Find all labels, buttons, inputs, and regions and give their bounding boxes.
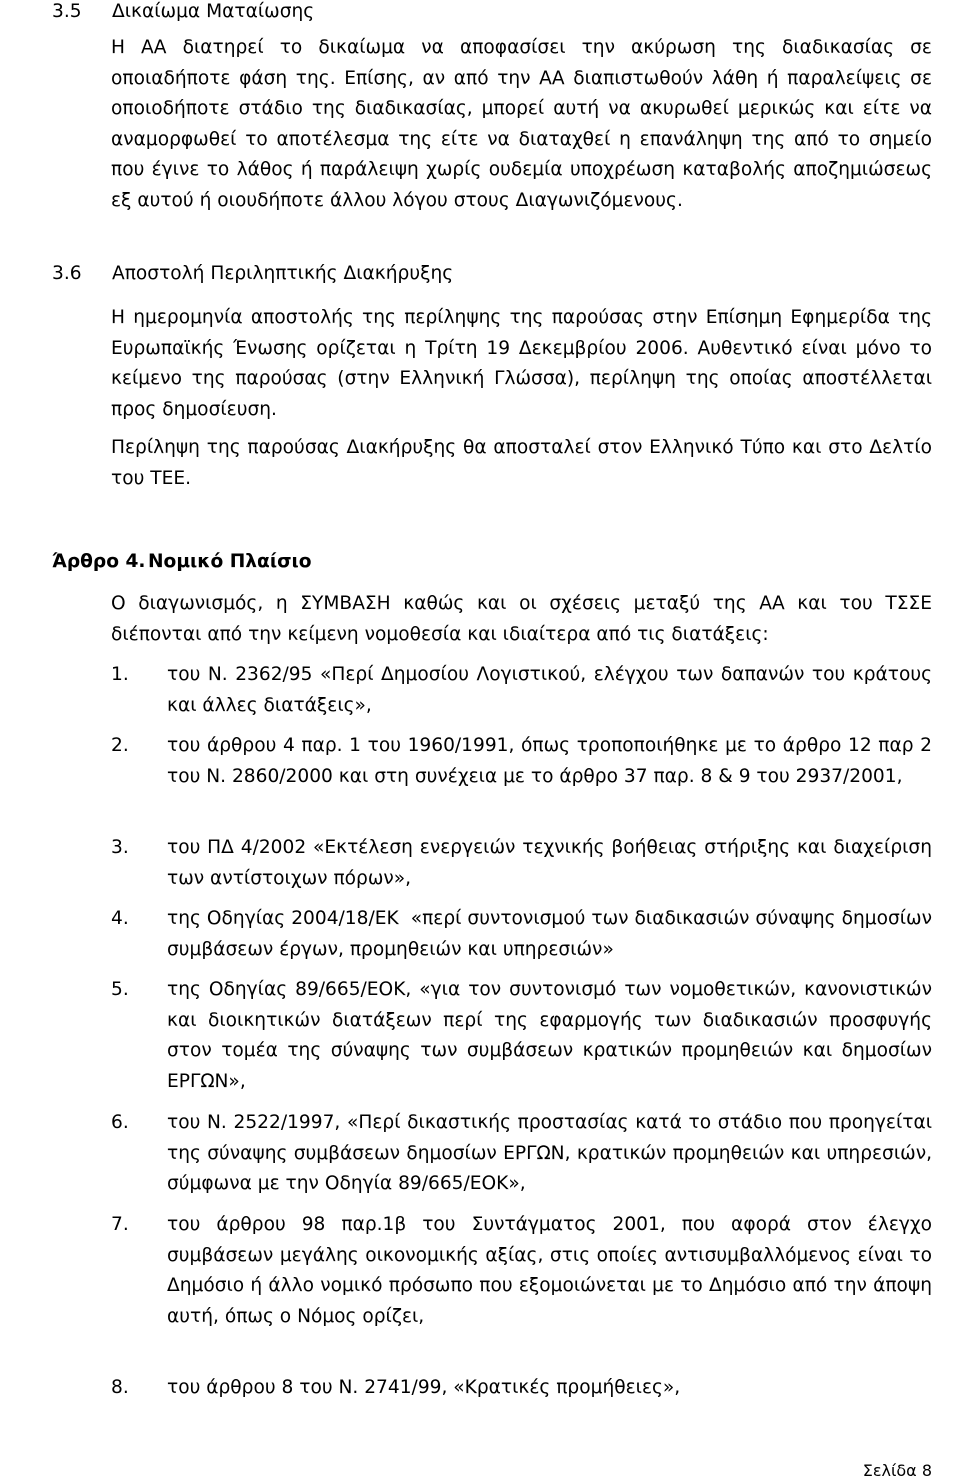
list-item: [111, 833, 932, 894]
list-item-number: 7.: [111, 1214, 129, 1235]
list-item-number: 8.: [111, 1377, 129, 1398]
list-item: [111, 1373, 932, 1404]
article-label: Άρθρο 4.: [52, 551, 146, 572]
list-item: [111, 904, 938, 965]
list-item: [111, 660, 932, 721]
list-item: [111, 731, 932, 792]
section-title: Αποστολή Περιληπτικής Διακήρυξης: [112, 263, 454, 284]
page-number: Σελίδα 8: [862, 1461, 932, 1480]
list-item-number: 4.: [111, 908, 129, 929]
list-item-text: του άρθρου 98 παρ.1β του Συντάγματος 2001, που αφορά στον έλεγχο συμβάσεων μεγάλης οικονομικής αξίας, στις οποίες αντισυμβαλλόμενος είναι το Δημόσιο ή άλλο νομικό πρόσωπο που εξομοιώνεται με το Δημόσιο από την άποψη αυτή, όπως ο Νόμος ορίζει,: [167, 1214, 932, 1327]
section-3-6-paragraph-2: Περίληψη της παρούσας Διακήρυξης θα αποσταλεί στον Ελληνικό Τύπο και στο Δελτίο του ΤΕΕ.: [111, 437, 932, 489]
section-number: 3.5: [52, 1, 82, 22]
section-3-6-paragraph-1: Η ημερομηνία αποστολής της περίληψης της παρούσας στην Επίσημη Εφημερίδα της Ευρωπαϊκής Ένωσης ορίζεται η Τρίτη 19 Δεκεμβρίου 2006. Αυθεντικό είναι μόνο το κείμενο της παρούσας (στην Ελληνική Γλώσσα), περίληψη της οποίας αποστέλλεται προς δημοσίευση.: [111, 307, 932, 420]
list-item-number: 3.: [111, 837, 129, 858]
article-4-heading: [52, 547, 312, 578]
section-3-5-heading: [52, 0, 314, 28]
list-item-text: της Οδηγίας 89/665/ΕΟΚ, «για τον συντονισμό των νομοθετικών, κανονιστικών και διοικητικών διατάξεων περί της εφαρμογής των διαδικασιών προσφυγής στον τομέα της σύναψης των συμβάσεων κρατικών προμηθειών και δημοσίων ΕΡΓΩΝ»,: [167, 979, 932, 1092]
list-item-number: 2.: [111, 735, 129, 756]
list-item-text: του Ν. 2362/95 «Περί Δημοσίου Λογιστικού, ελέγχου των δαπανών του κράτους και άλλες διατάξεις»,: [167, 664, 932, 716]
list-item-text: του Ν. 2522/1997, «Περί δικαστικής προστασίας κατά το στάδιο που προηγείται της σύναψης συμβάσεων δημοσίων ΕΡΓΩΝ, κρατικών προμηθειών και υπηρεσιών, σύμφωνα με την Οδηγία 89/665/ΕΟΚ»,: [167, 1112, 932, 1194]
list-item: [111, 1210, 932, 1332]
section-number: 3.6: [52, 263, 82, 284]
article-4-intro: Ο διαγωνισμός, η ΣΥΜΒΑΣΗ καθώς και οι σχέσεις μεταξύ της ΑΑ και του ΤΣΣΕ διέπονται από την κείμενη νομοθεσία και ιδιαίτερα από τις διατάξεις:: [111, 593, 932, 645]
list-item-text: του ΠΔ 4/2002 «Εκτέλεση ενεργειών τεχνικής βοήθειας στήριξης και διαχείριση των αντίστοιχων πόρων»,: [167, 837, 932, 889]
list-item-text: του άρθρου 8 του Ν. 2741/99, «Κρατικές προμήθειες»,: [167, 1377, 681, 1398]
list-item-text: της Οδηγίας 2004/18/ΕΚ «περί συντονισμού των διαδικασιών σύναψης δημοσίων συμβάσεων έργων, προμηθειών και υπηρεσιών»: [167, 908, 938, 960]
section-3-6-heading: [52, 259, 453, 290]
section-3-5-paragraph: Η ΑΑ διατηρεί το δικαίωμα να αποφασίσει την ακύρωση της διαδικασίας σε οποιαδήποτε φάση της. Επίσης, αν από την ΑΑ διαπιστωθούν λάθη ή παραλείψεις σε οποιοδήποτε στάδιο της διαδικασίας, μπορεί αυτή να ακυρωθεί μερικώς και είτε να αναμορφωθεί το αποτέλεσμα της είτε να διαταχθεί η επανάληψη της από το σημείο που έγινε το λάθος ή παράλειψη χωρίς ουδεμία υποχρέωση καταβολής αποζημιώσεως εξ αυτού ή οιουδήποτε άλλου λόγου στους Διαγωνιζόμενους.: [111, 37, 932, 211]
list-item-number: 6.: [111, 1112, 129, 1133]
list-item: [111, 975, 932, 1097]
section-title: Δικαίωμα Ματαίωσης: [112, 1, 315, 22]
list-item-text: του άρθρου 4 παρ. 1 του 1960/1991, όπως τροποποιήθηκε με το άρθρο 12 παρ 2 του Ν. 2860/2000 και στη συνέχεια με το άρθρο 37 παρ. 8 & 9 του 2937/2001,: [167, 735, 932, 787]
article-title: Νομικό Πλαίσιο: [148, 551, 312, 572]
list-item: [111, 1108, 932, 1200]
list-item-number: 5.: [111, 979, 129, 1000]
list-item-number: 1.: [111, 664, 129, 685]
